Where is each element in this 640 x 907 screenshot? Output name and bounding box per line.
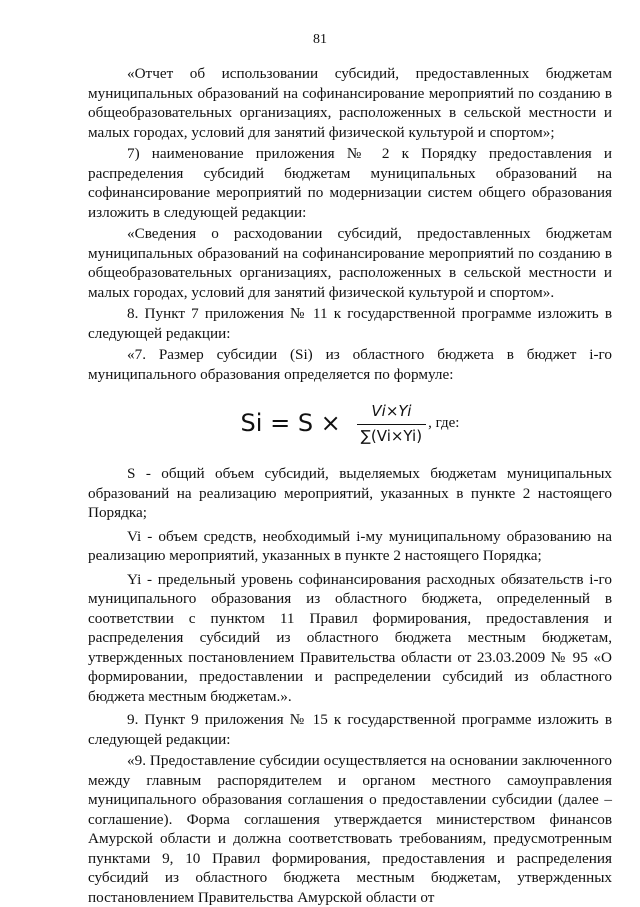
formula-denominator: ∑(Vi×Yi) (357, 424, 426, 447)
paragraph: «7. Размер субсидии (Si) из областного бюджета в бюджет i-го муниципального образования определяется по формуле: (88, 346, 612, 383)
paragraph: «Отчет об использовании субсидий, предоставленных бюджетам муниципальных образований на софинансирование мероприятий по созданию в общеобразовательных организациях, расположенных в сельской местности и малых городах, условий для занятий физической культурой и спортом»; (88, 65, 612, 141)
paragraph: 7) наименование приложения № 2 к Порядку предоставления и распределения субсидий бюджетам муниципальных образований на софинансирование мероприятий по модернизации систем общего образования изложить в следующей редакции: (88, 145, 612, 221)
formula-numerator: Vi×Yi (371, 402, 412, 420)
paragraph: «Сведения о расходовании субсидий, предоставленных бюджетам муниципальных образований на софинансирование мероприятий по созданию в общеобразовательных организациях, расположенных в сельской местности и малых городах, условий для занятий физической культурой и спортом». (88, 225, 612, 301)
paragraph: Yi - предельный уровень софинансирования расходных обязательств i-го муниципального образования из областного бюджета, определенный в соответствии с пунктом 11 Правил формирования, предоставления и распределения субсидий из областного бюджета местным бюджетам, утвержденных постановлением Правительства области от 23.03.2009 № 95 «О формировании, предоставлении и распределении субсидий из областного бюджета местным бюджетам.». (88, 570, 612, 705)
formula-tail: , где: (428, 415, 460, 432)
page-number: 81 (313, 32, 327, 47)
document-body (88, 64, 612, 907)
paragraph: 9. Пункт 9 приложения № 15 к государственной программе изложить в следующей редакции: (88, 711, 612, 748)
formula-fraction (357, 402, 426, 446)
paragraph: S - общий объем субсидий, выделяемых бюджетам муниципальных образований на реализацию мероприятий, указанных в пункте 2 настоящего Порядка; (88, 465, 612, 521)
formula-lhs: Si = S × (240, 409, 341, 438)
paragraph: 8. Пункт 7 приложения № 11 к государственной программе изложить в следующей редакции: (88, 305, 612, 342)
paragraph: Vi - объем средств, необходимый i-му муниципальному образованию на реализацию мероприятий, указанных в пункте 2 настоящего Порядка; (88, 527, 612, 564)
paragraph: «9. Предоставление субсидии осуществляется на основании заключенного между главным распорядителем и органом местного самоуправления муниципального образования соглашения о предоставлении субсидии (далее – соглашение). Форма соглашения утверждается министерством финансов Амурской области и должна соответствовать требованиям, предусмотренным пунктами 9, 10 Правил формирования, предоставления и распределения субсидий из областного бюджета местным бюджетам, утвержденных постановлением Правительства Амурской области от (88, 752, 612, 906)
subsidy-formula (88, 384, 612, 464)
